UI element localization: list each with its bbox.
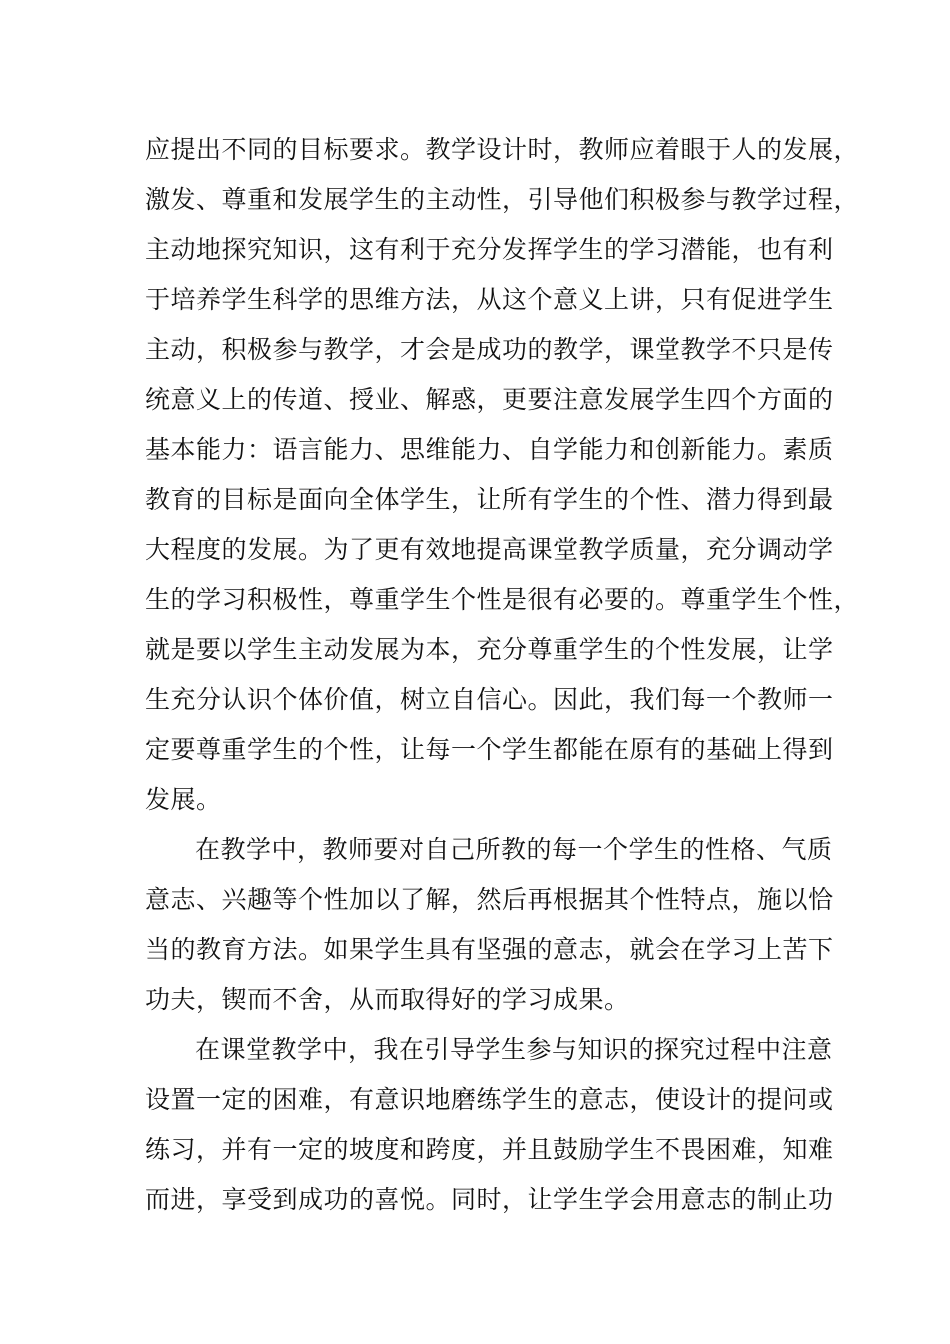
text-line: 激发、尊重和发展学生的主动性，引导他们积极参与教学过程， xyxy=(145,185,860,214)
text-line: 功夫，锲而不舍，从而取得好的学习成果。 xyxy=(145,985,630,1014)
text-line: 设置一定的困难，有意识地磨练学生的意志，使设计的提问或 xyxy=(145,1085,834,1114)
text-line: 主动，积极参与教学，才会是成功的教学，课堂教学不只是传 xyxy=(145,335,834,364)
text-line: 在教学中，教师要对自己所教的每一个学生的性格、气质 xyxy=(195,835,833,864)
text-line: 主动地探究知识，这有利于充分发挥学生的学习潜能，也有利 xyxy=(145,235,834,264)
text-line: 就是要以学生主动发展为本，充分尊重学生的个性发展，让学 xyxy=(145,635,834,664)
text-line: 大程度的发展。为了更有效地提高课堂教学质量，充分调动学 xyxy=(145,535,834,564)
text-line: 当的教育方法。如果学生具有坚强的意志，就会在学习上苦下 xyxy=(145,935,834,964)
text-line: 定要尊重学生的个性，让每一个学生都能在原有的基础上得到 xyxy=(145,735,834,764)
text-line: 而进，享受到成功的喜悦。同时，让学生学会用意志的制止功 xyxy=(145,1185,834,1214)
text-line: 统意义上的传道、授业、解惑，更要注意发展学生四个方面的 xyxy=(145,385,834,414)
text-line: 练习，并有一定的坡度和跨度，并且鼓励学生不畏困难，知难 xyxy=(145,1135,834,1164)
paragraph-3 xyxy=(145,1025,845,1225)
text-line: 在课堂教学中，我在引导学生参与知识的探究过程中注意 xyxy=(195,1035,833,1064)
paragraph-2 xyxy=(145,825,845,1025)
text-line: 于培养学生科学的思维方法，从这个意义上讲，只有促进学生 xyxy=(145,285,834,314)
text-line: 意志、兴趣等个性加以了解，然后再根据其个性特点，施以恰 xyxy=(145,885,834,914)
text-line: 基本能力：语言能力、思维能力、自学能力和创新能力。素质 xyxy=(145,435,834,464)
body-text xyxy=(145,125,860,1225)
text-line: 发展。 xyxy=(145,785,222,814)
text-line: 应提出不同的目标要求。教学设计时，教师应着眼于人的发展， xyxy=(145,135,860,164)
text-line: 教育的目标是面向全体学生，让所有学生的个性、潜力得到最 xyxy=(145,485,834,514)
text-line: 生充分认识个体价值，树立自信心。因此，我们每一个教师一 xyxy=(145,685,834,714)
text-line: 生的学习积极性，尊重学生个性是很有必要的。尊重学生个性， xyxy=(145,585,860,614)
paragraph-1 xyxy=(145,125,860,825)
